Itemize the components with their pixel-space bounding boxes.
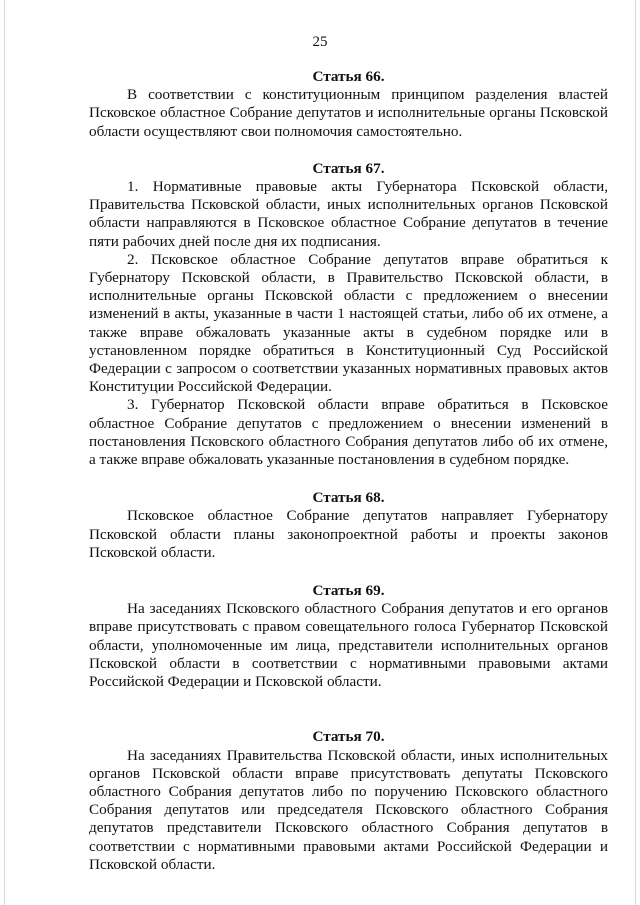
article-paragraph: 2. Псковское областное Собрание депутатов вправе обратиться к Губернатору Псковской области, в Правительство Псковской области, в исполнительные органы Псковской области с предложением о внесении изменений в акты, указанные в части 1 настоящей статьи, либо об их отмене, а также вправе обжаловать указанные акты в судебном порядке или в установленном порядке обратиться в Конституционный Суд Российской Федерации с запросом о соответствии указанных нормативных правовых актов Конституции Российской Федерации. <box>89 250 608 396</box>
scan-edge-right <box>635 0 636 905</box>
article-70 <box>89 728 608 874</box>
article-69 <box>89 582 608 691</box>
article-paragraph: 1. Нормативные правовые акты Губернатора Псковской области, Правительства Псковской области, иных исполнительных органов Псковской области направляются в Псковское областное Собрание депутатов в течение пяти рабочих дней после дня их подписания. <box>89 178 608 250</box>
article-paragraph: Псковское областное Собрание депутатов направляет Губернатору Псковской области планы законопроектной работы и проекты законов Псковской области. <box>89 507 608 561</box>
article-paragraph: 3. Губернатор Псковской области вправе обратиться в Псковское областное Собрание депутатов с предложением о внесении изменений в постановления Псковского областного Собрания депутатов либо об их отмене, а также вправе обжаловать указанные постановления в судебном порядке. <box>89 396 608 469</box>
document-body <box>89 68 608 874</box>
article-paragraph: На заседаниях Правительства Псковской области, иных исполнительных органов Псковской области вправе присутствовать депутаты Псковского областного Собрания депутатов либо по поручению Псковского областного Собрания депутатов или председателя Псковского областного Собрания депутатов представители Псковского областного Собрания депутатов в соответствии с нормативными правовыми актами Российской Федерации и Псковской области. <box>89 746 608 873</box>
article-67 <box>89 160 608 469</box>
article-title: Статья 66. <box>312 68 385 85</box>
article-title: Статья 69. <box>312 582 385 600</box>
article-paragraph: На заседаниях Псковского областного Собрания депутатов и его органов вправе присутствовать с правом совещательного голоса Губернатор Псковской области, уполномоченные им лица, представители исполнительных органов Псковской области в соответствии с нормативными правовыми актами Российской Федерации и Псковской области. <box>89 600 608 691</box>
article-title: Статья 70. <box>312 728 385 746</box>
article-68 <box>89 489 608 562</box>
article-title: Статья 67. <box>312 159 385 177</box>
article-paragraph: В соответствии с конституционным принципом разделения властей Псковское областное Собрание депутатов и исполнительные органы Псковской области осуществляют свои полномочия самостоятельно. <box>89 86 608 140</box>
article-title: Статья 68. <box>312 489 385 507</box>
article-66 <box>89 68 608 141</box>
scan-edge-left <box>4 0 5 905</box>
page-number: 25 <box>312 34 328 50</box>
